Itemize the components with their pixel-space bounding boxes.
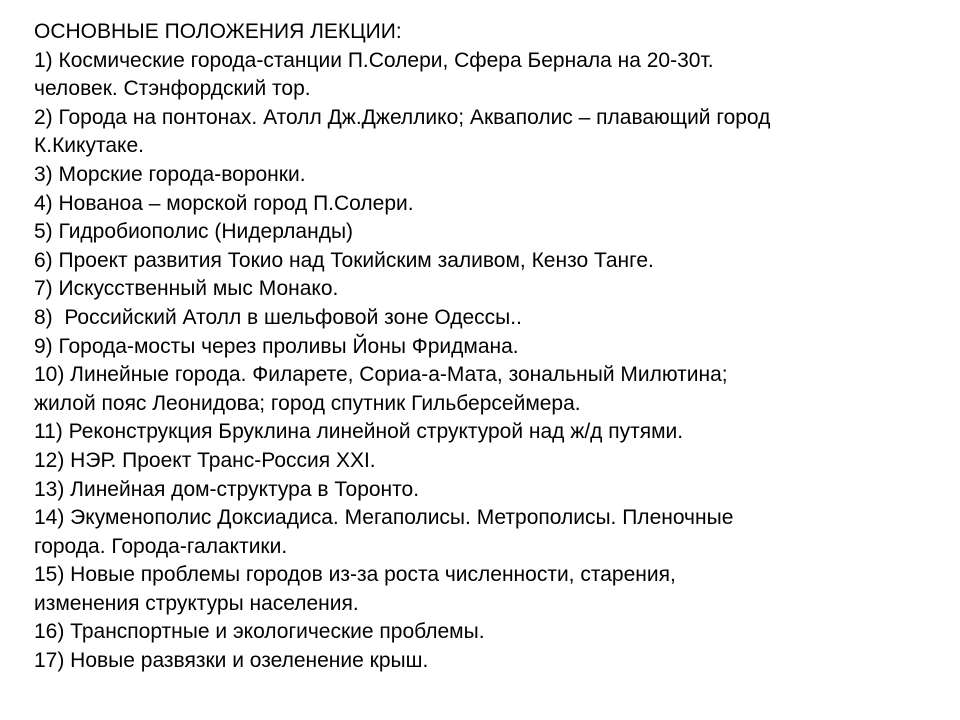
text-line: 16) Транспортные и экологические проблемы. [34,620,485,644]
text-line: 14) Экуменополис Доксиадиса. Мегаполисы. Метрополисы. Пленочные [34,506,734,530]
text-line: 10) Линейные города. Филарете, Сориа-а-Мата, зональный Милютина; [34,363,728,387]
text-line: 8) Российский Атолл в шельфовой зоне Одессы.. [34,305,522,329]
text-line: жилой пояс Леонидова; город спутник Гильберсеймера. [34,391,581,415]
text-line: города. Города-галактики. [34,534,288,558]
text-line: 13) Линейная дом-структура в Торонто. [34,477,420,501]
text-line: 5) Гидробиополис (Нидерланды) [34,220,354,244]
text-line: 1) Космические города-станции П.Солери, Сфера Бернала на 20-30т. [34,48,714,72]
text-line: 9) Города-мосты через проливы Йоны Фридмана. [34,334,519,358]
text-line: 17) Новые развязки и озеленение крыш. [34,649,429,673]
text-line: 4) Нованоа – морской город П.Солери. [34,191,414,215]
text-line: 6) Проект развития Токио над Токийским заливом, Кензо Танге. [34,248,654,272]
text-line: изменения структуры населения. [34,591,359,615]
text-line: 7) Искусственный мыс Монако. [34,277,339,301]
lecture-text [34,18,934,676]
text-line: человек. Стэнфордский тор. [34,77,311,101]
text-line: 3) Морские города-воронки. [34,162,306,186]
text-line: 12) НЭР. Проект Транс-Россия XXI. [34,448,376,472]
text-line: 15) Новые проблемы городов из-за роста численности, старения, [34,563,676,587]
text-line: 11) Реконструкция Бруклина линейной структурой над ж/д путями. [34,420,684,444]
text-line: 2) Города на понтонах. Атолл Дж.Джеллико; Акваполис – плавающий город [34,105,771,129]
text-line: К.Кикутаке. [34,134,144,158]
slide-title: ОСНОВНЫЕ ПОЛОЖЕНИЯ ЛЕКЦИИ: [34,20,402,43]
